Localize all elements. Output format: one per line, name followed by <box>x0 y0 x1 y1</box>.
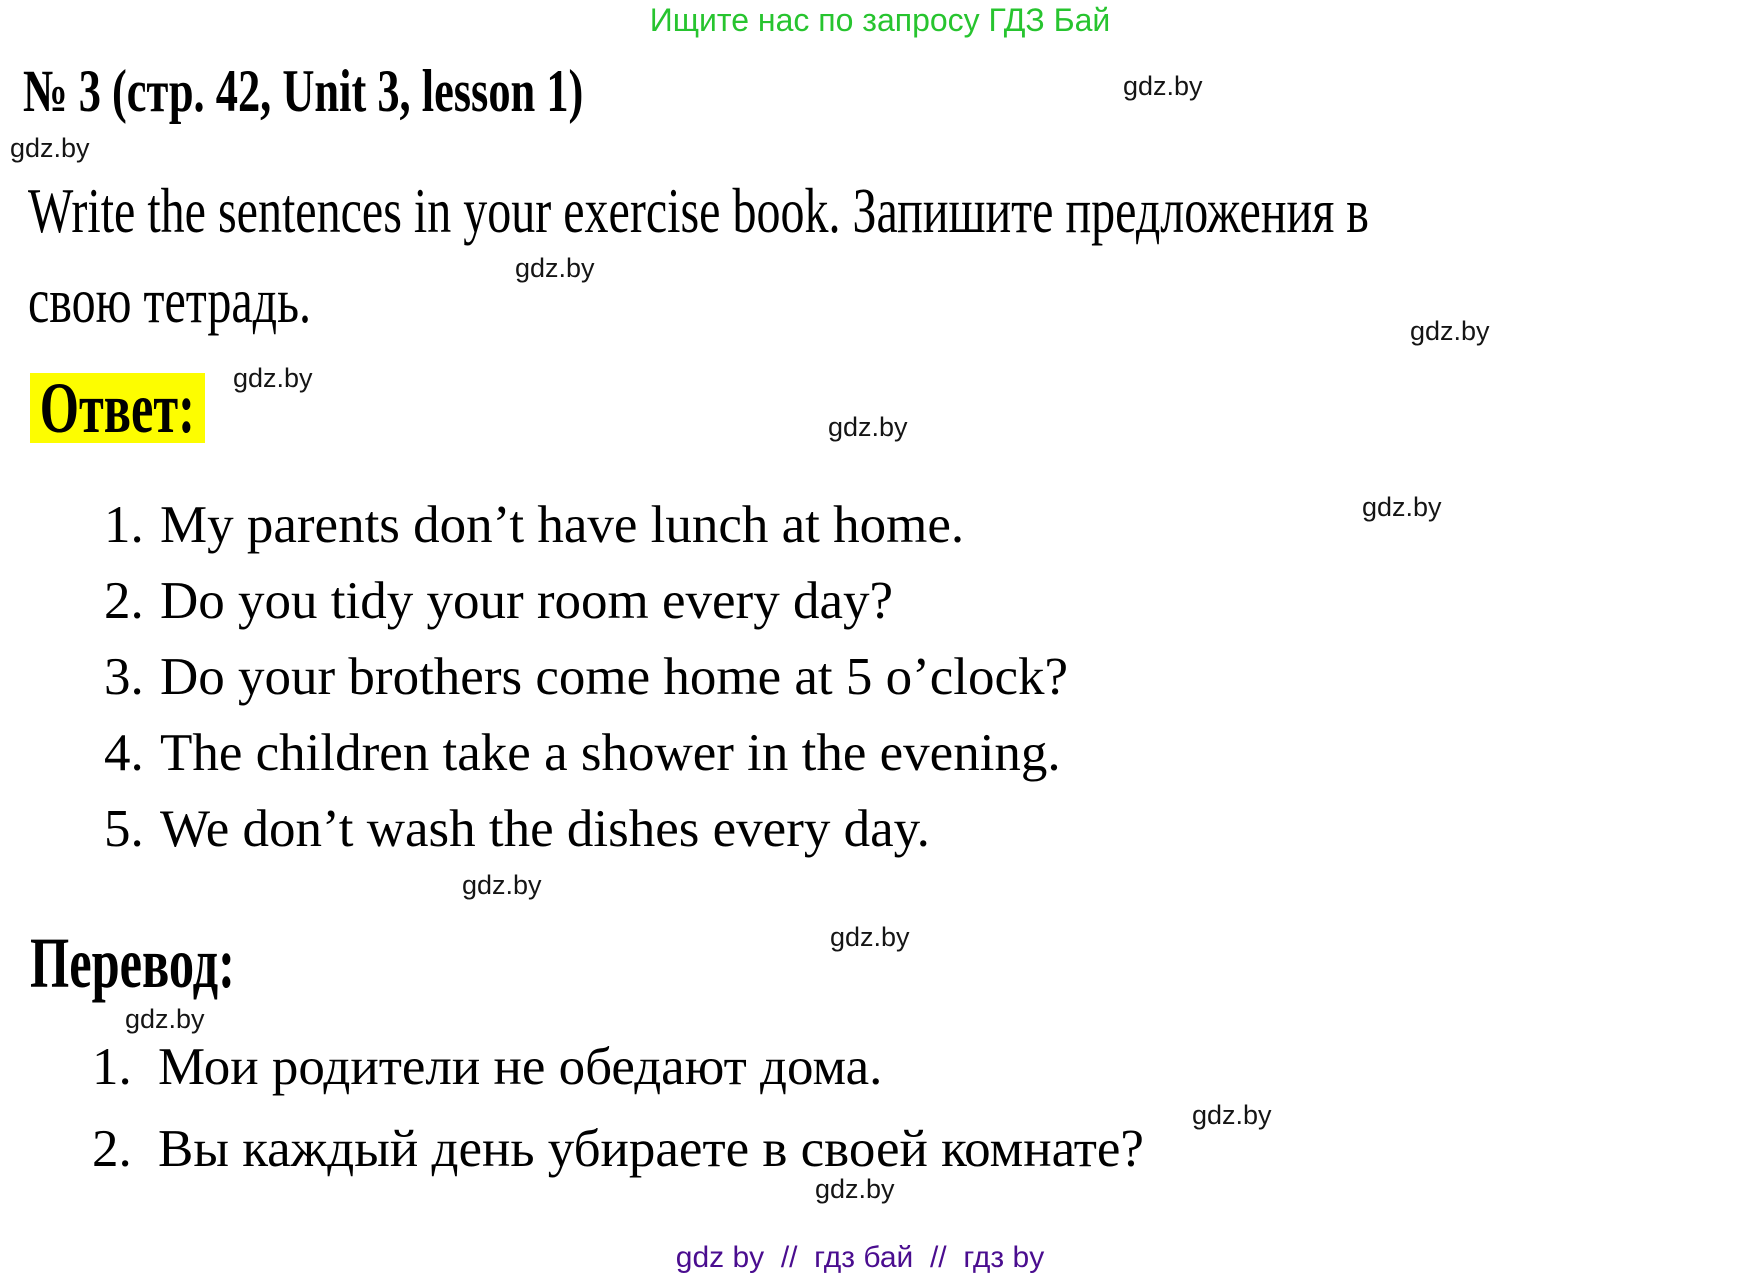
gdz-watermark: gdz.by <box>10 133 90 163</box>
answer-label: Ответ: <box>30 373 205 443</box>
translation-item-1 <box>92 1026 1144 1108</box>
task-text-line-2: свою тетрадь. <box>28 265 311 336</box>
gdz-watermark: gdz.by <box>233 363 313 393</box>
gdz-watermark: gdz.by <box>515 253 595 283</box>
answer-text: Do you tidy your room every day? <box>160 572 893 630</box>
translations-list <box>0 1026 1144 1190</box>
translation-text: Вы каждый день убираете в своей комнате? <box>158 1120 1144 1178</box>
exercise-title: № 3 (стр. 42, Unit 3, lesson 1) <box>23 58 584 124</box>
list-number: 4. <box>104 724 144 782</box>
list-number: 2. <box>104 572 144 630</box>
list-number: 3. <box>104 648 144 706</box>
translation-text: Мои родители не обедают дома. <box>158 1038 883 1096</box>
gdz-watermark: gdz.by <box>815 1174 895 1204</box>
translation-label: Перевод: <box>30 923 235 1003</box>
answer-text: The children take a shower in the evening. <box>160 724 1061 782</box>
gdz-watermark: gdz.by <box>1362 492 1442 522</box>
gdz-watermark: gdz.by <box>828 412 908 442</box>
promo-banner: Ищите нас по запросу ГДЗ Бай <box>649 2 1111 38</box>
footer-keywords: gdz by // гдз бай // гдз by <box>675 1241 1045 1274</box>
gdz-watermark: gdz.by <box>1410 316 1490 346</box>
list-number: 1. <box>92 1038 132 1096</box>
gdz-watermark: gdz.by <box>125 1004 205 1034</box>
answer-item-4 <box>104 715 1068 791</box>
gdz-watermark: gdz.by <box>462 870 542 900</box>
gdz-watermark: gdz.by <box>1123 71 1203 101</box>
task-text-line-1: Write the sentences in your exercise book. Запишите предложения в <box>28 175 1369 246</box>
gdz-watermark: gdz.by <box>830 922 910 952</box>
list-number: 2. <box>92 1120 132 1178</box>
translation-item-2 <box>92 1108 1144 1190</box>
list-number: 1. <box>104 496 144 554</box>
gdz-watermark: gdz.by <box>1192 1100 1272 1130</box>
answer-item-2 <box>104 563 1068 639</box>
answer-item-5 <box>104 791 1068 867</box>
answer-text: We don’t wash the dishes every day. <box>160 800 930 858</box>
answer-text: Do your brothers come home at 5 o’clock? <box>160 648 1069 706</box>
list-number: 5. <box>104 800 144 858</box>
answer-text: My parents don’t have lunch at home. <box>160 496 965 554</box>
answers-list <box>0 487 1068 867</box>
answer-item-1 <box>104 487 1068 563</box>
answer-item-3 <box>104 639 1068 715</box>
